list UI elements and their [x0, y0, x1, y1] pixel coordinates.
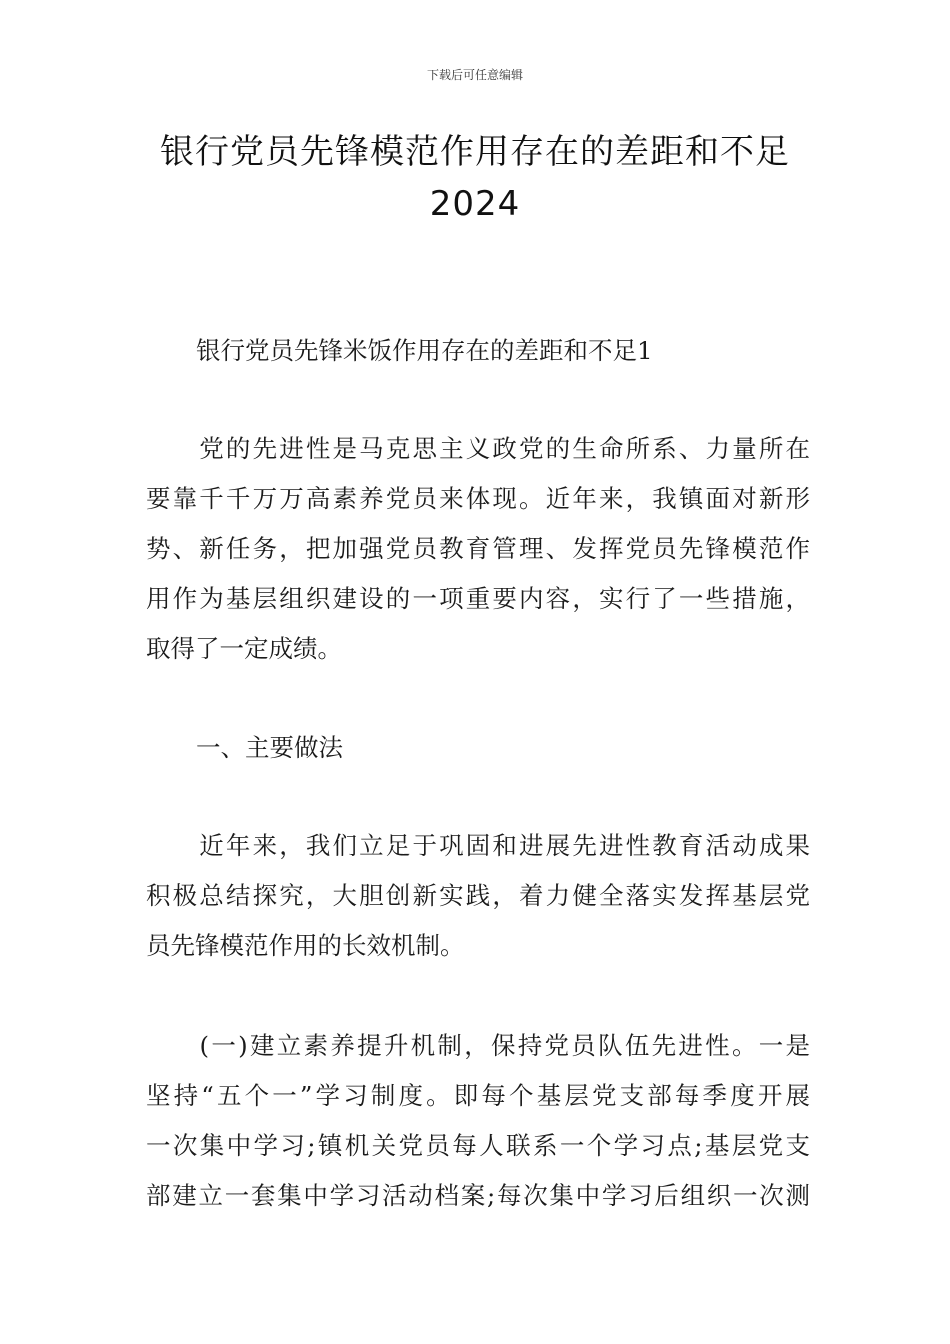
paragraph-line: 部建立一套集中学习活动档案;每次集中学习后组织一次测 [146, 1181, 810, 1210]
paragraph-practice [146, 821, 810, 971]
document-title [60, 126, 890, 230]
paragraph-line: 势、新任务，把加强党员教育管理、发挥党员先锋模范作 [146, 534, 810, 563]
paragraph-line: 取得了一定成绩。 [146, 634, 342, 663]
section-heading: 一、主要做法 [196, 733, 343, 762]
header-note: 下载后可任意编辑 [426, 68, 523, 82]
paragraph-line: 员先锋模范作用的长效机制。 [146, 931, 465, 960]
paragraph-line: 用作为基层组织建设的一项重要内容，实行了一些措施， [146, 584, 810, 613]
paragraph-line: 党的先进性是马克思主义政党的生命所系、力量所在 [146, 434, 810, 463]
paragraph-line: 一次集中学习;镇机关党员每人联系一个学习点;基层党支 [146, 1131, 810, 1160]
paragraph-line: 近年来，我们立足于巩固和进展先进性教育活动成果 [146, 831, 810, 860]
paragraph-line: 要靠千千万万高素养党员来体现。近年来，我镇面对新形 [146, 484, 810, 513]
title-line: 2024 [429, 184, 521, 224]
paragraph-line: 坚持“五个一”学习制度。即每个基层党支部每季度开展 [146, 1081, 810, 1110]
paragraph-line: 积极总结探究，大胆创新实践，着力健全落实发挥基层党 [146, 881, 810, 910]
paragraph-line: (一)建立素养提升机制，保持党员队伍先进性。一是 [146, 1031, 810, 1060]
paragraph-mechanism [146, 1021, 810, 1221]
paragraph-intro [146, 424, 810, 674]
subtitle: 银行党员先锋米饭作用存在的差距和不足1 [196, 336, 653, 365]
title-line: 银行党员先锋模范作用存在的差距和不足 [160, 132, 790, 172]
